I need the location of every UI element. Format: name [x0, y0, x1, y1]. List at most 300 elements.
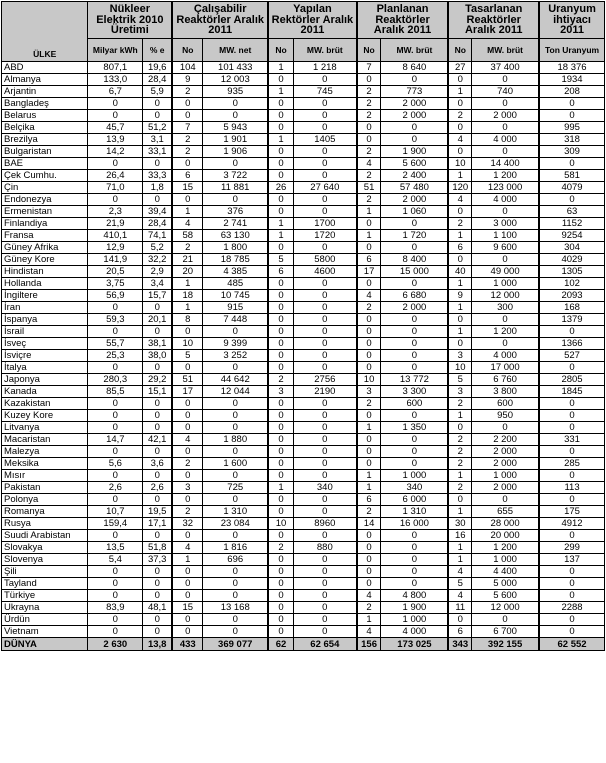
production-percent-cell: 5,2 — [143, 242, 173, 254]
uranium-tonnes-cell: 0 — [539, 194, 604, 206]
planned-count-cell: 0 — [357, 338, 381, 350]
table-row — [2, 254, 605, 266]
table-row — [2, 146, 605, 158]
country-name: Kuzey Kore — [2, 410, 88, 422]
total-construction-count: 62 — [268, 638, 293, 651]
production-percent-cell: 0 — [143, 302, 173, 314]
operable-count-cell: 0 — [172, 110, 203, 122]
operable-mw-cell: 9 399 — [203, 338, 268, 350]
planned-count-cell: 3 — [357, 386, 381, 398]
table-row — [2, 494, 605, 506]
production-twh-cell: 6,7 — [88, 86, 143, 98]
proposed-count-cell: 0 — [448, 122, 471, 134]
uranium-tonnes-cell: 0 — [539, 158, 604, 170]
operable-mw-cell: 12 003 — [203, 74, 268, 86]
construction-count-cell: 0 — [268, 242, 293, 254]
production-percent-cell: 51,2 — [143, 122, 173, 134]
country-column-header: ÜLKE — [2, 2, 88, 62]
planned-mw-cell: 340 — [381, 482, 448, 494]
uranium-tonnes-cell: 0 — [539, 590, 604, 602]
proposed-mw-cell: 0 — [472, 206, 539, 218]
construction-count-cell: 0 — [268, 554, 293, 566]
planned-count-cell: 1 — [357, 614, 381, 626]
group-header-proposed: Tasarlanan Reaktörler Aralık 2011 — [448, 2, 539, 39]
table-row — [2, 470, 605, 482]
proposed-mw-cell: 9 600 — [472, 242, 539, 254]
operable-mw-cell: 0 — [203, 398, 268, 410]
production-percent-cell: 15,7 — [143, 290, 173, 302]
planned-mw-cell: 0 — [381, 362, 448, 374]
production-percent-cell: 0 — [143, 494, 173, 506]
planned-count-cell: 2 — [357, 302, 381, 314]
construction-mw-cell: 0 — [293, 530, 356, 542]
proposed-count-cell: 1 — [448, 410, 471, 422]
proposed-count-cell: 2 — [448, 482, 471, 494]
construction-mw-cell: 1700 — [293, 218, 356, 230]
construction-mw-cell: 745 — [293, 86, 356, 98]
production-twh-cell: 0 — [88, 446, 143, 458]
construction-count-cell: 0 — [268, 158, 293, 170]
planned-count-cell: 2 — [357, 98, 381, 110]
construction-mw-cell: 0 — [293, 362, 356, 374]
operable-count-cell: 15 — [172, 182, 203, 194]
unit-header: No — [172, 39, 203, 62]
uranium-tonnes-cell: 113 — [539, 482, 604, 494]
proposed-count-cell: 5 — [448, 578, 471, 590]
construction-mw-cell: 0 — [293, 110, 356, 122]
production-percent-cell: 0 — [143, 362, 173, 374]
construction-mw-cell: 0 — [293, 74, 356, 86]
construction-mw-cell: 0 — [293, 206, 356, 218]
uranium-tonnes-cell: 175 — [539, 506, 604, 518]
production-twh-cell: 280,3 — [88, 374, 143, 386]
table-row — [2, 206, 605, 218]
operable-mw-cell: 10 745 — [203, 290, 268, 302]
planned-mw-cell: 2 000 — [381, 98, 448, 110]
planned-count-cell: 4 — [357, 290, 381, 302]
table-row — [2, 530, 605, 542]
country-name: Bangladeş — [2, 98, 88, 110]
operable-count-cell: 0 — [172, 614, 203, 626]
uranium-tonnes-cell: 0 — [539, 110, 604, 122]
planned-mw-cell: 2 000 — [381, 194, 448, 206]
table-row — [2, 374, 605, 386]
operable-count-cell: 4 — [172, 218, 203, 230]
production-twh-cell: 13,9 — [88, 134, 143, 146]
construction-mw-cell: 0 — [293, 398, 356, 410]
operable-mw-cell: 485 — [203, 278, 268, 290]
planned-count-cell: 2 — [357, 86, 381, 98]
operable-count-cell: 0 — [172, 578, 203, 590]
construction-mw-cell: 1405 — [293, 134, 356, 146]
proposed-mw-cell: 4 000 — [472, 350, 539, 362]
production-twh-cell: 0 — [88, 302, 143, 314]
planned-count-cell: 0 — [357, 554, 381, 566]
uranium-tonnes-cell: 285 — [539, 458, 604, 470]
unit-header: No — [448, 39, 471, 62]
operable-mw-cell: 0 — [203, 446, 268, 458]
total-operable-mw: 369 077 — [203, 638, 268, 651]
table-row — [2, 614, 605, 626]
uranium-tonnes-cell: 1934 — [539, 74, 604, 86]
operable-count-cell: 2 — [172, 134, 203, 146]
production-twh-cell: 12,9 — [88, 242, 143, 254]
country-name: Slovenya — [2, 554, 88, 566]
planned-count-cell: 7 — [357, 62, 381, 74]
proposed-mw-cell: 0 — [472, 314, 539, 326]
construction-mw-cell: 1720 — [293, 230, 356, 242]
production-percent-cell: 15,1 — [143, 386, 173, 398]
table-row — [2, 86, 605, 98]
operable-count-cell: 0 — [172, 422, 203, 434]
proposed-count-cell: 10 — [448, 362, 471, 374]
planned-count-cell: 4 — [357, 158, 381, 170]
country-name: Almanya — [2, 74, 88, 86]
production-percent-cell: 39,4 — [143, 206, 173, 218]
planned-mw-cell: 1 350 — [381, 422, 448, 434]
production-twh-cell: 807,1 — [88, 62, 143, 74]
planned-mw-cell: 15 000 — [381, 266, 448, 278]
proposed-count-cell: 0 — [448, 338, 471, 350]
construction-mw-cell: 0 — [293, 590, 356, 602]
construction-mw-cell: 0 — [293, 446, 356, 458]
operable-count-cell: 1 — [172, 278, 203, 290]
country-name: İngiltere — [2, 290, 88, 302]
construction-mw-cell: 27 640 — [293, 182, 356, 194]
construction-count-cell: 2 — [268, 542, 293, 554]
operable-mw-cell: 13 168 — [203, 602, 268, 614]
operable-count-cell: 104 — [172, 62, 203, 74]
proposed-mw-cell: 4 000 — [472, 134, 539, 146]
unit-header: Ton Uranyum — [539, 39, 604, 62]
planned-mw-cell: 6 680 — [381, 290, 448, 302]
table-row — [2, 398, 605, 410]
planned-mw-cell: 0 — [381, 278, 448, 290]
table-row — [2, 158, 605, 170]
operable-mw-cell: 0 — [203, 566, 268, 578]
construction-count-cell: 0 — [268, 278, 293, 290]
planned-mw-cell: 2 000 — [381, 110, 448, 122]
table-row — [2, 386, 605, 398]
operable-count-cell: 2 — [172, 86, 203, 98]
proposed-mw-cell: 0 — [472, 422, 539, 434]
total-proposed-count: 343 — [448, 638, 471, 651]
table-row — [2, 518, 605, 530]
construction-count-cell: 0 — [268, 362, 293, 374]
production-twh-cell: 0 — [88, 494, 143, 506]
proposed-mw-cell: 49 000 — [472, 266, 539, 278]
production-percent-cell: 38,0 — [143, 350, 173, 362]
proposed-count-cell: 4 — [448, 134, 471, 146]
proposed-mw-cell: 17 000 — [472, 362, 539, 374]
operable-mw-cell: 11 881 — [203, 182, 268, 194]
country-name: Şili — [2, 566, 88, 578]
production-twh-cell: 0 — [88, 422, 143, 434]
group-header-uranium: Uranyum ihtiyacı 2011 — [539, 2, 604, 39]
construction-count-cell: 0 — [268, 566, 293, 578]
proposed-count-cell: 11 — [448, 602, 471, 614]
production-twh-cell: 0 — [88, 110, 143, 122]
uranium-tonnes-cell: 304 — [539, 242, 604, 254]
construction-count-cell: 0 — [268, 410, 293, 422]
operable-mw-cell: 0 — [203, 494, 268, 506]
production-percent-cell: 0 — [143, 626, 173, 638]
operable-count-cell: 0 — [172, 566, 203, 578]
total-planned-mw: 173 025 — [381, 638, 448, 651]
operable-mw-cell: 3 252 — [203, 350, 268, 362]
production-twh-cell: 0 — [88, 98, 143, 110]
operable-count-cell: 32 — [172, 518, 203, 530]
unit-header: No — [357, 39, 381, 62]
planned-count-cell: 0 — [357, 326, 381, 338]
operable-count-cell: 3 — [172, 482, 203, 494]
proposed-count-cell: 40 — [448, 266, 471, 278]
operable-mw-cell: 1 600 — [203, 458, 268, 470]
uranium-tonnes-cell: 2805 — [539, 374, 604, 386]
operable-mw-cell: 2 741 — [203, 218, 268, 230]
proposed-count-cell: 10 — [448, 158, 471, 170]
operable-count-cell: 0 — [172, 194, 203, 206]
proposed-mw-cell: 5 600 — [472, 590, 539, 602]
construction-mw-cell: 2190 — [293, 386, 356, 398]
country-name: Pakistan — [2, 482, 88, 494]
proposed-mw-cell: 0 — [472, 254, 539, 266]
operable-mw-cell: 0 — [203, 530, 268, 542]
production-twh-cell: 2,6 — [88, 482, 143, 494]
uranium-tonnes-cell: 4029 — [539, 254, 604, 266]
proposed-count-cell: 1 — [448, 86, 471, 98]
proposed-mw-cell: 2 000 — [472, 110, 539, 122]
construction-count-cell: 1 — [268, 134, 293, 146]
production-percent-cell: 0 — [143, 326, 173, 338]
total-planned-count: 156 — [357, 638, 381, 651]
country-name: İtalya — [2, 362, 88, 374]
planned-mw-cell: 16 000 — [381, 518, 448, 530]
operable-count-cell: 10 — [172, 338, 203, 350]
operable-count-cell: 1 — [172, 206, 203, 218]
production-percent-cell: 5,9 — [143, 86, 173, 98]
production-percent-cell: 0 — [143, 590, 173, 602]
proposed-mw-cell: 1 000 — [472, 278, 539, 290]
uranium-tonnes-cell: 0 — [539, 446, 604, 458]
planned-count-cell: 2 — [357, 506, 381, 518]
production-percent-cell: 0 — [143, 110, 173, 122]
total-label: DÜNYA — [2, 638, 88, 651]
operable-count-cell: 51 — [172, 374, 203, 386]
proposed-count-cell: 120 — [448, 182, 471, 194]
construction-count-cell: 6 — [268, 266, 293, 278]
proposed-count-cell: 27 — [448, 62, 471, 74]
production-percent-cell: 42,1 — [143, 434, 173, 446]
operable-mw-cell: 1 880 — [203, 434, 268, 446]
construction-count-cell: 0 — [268, 614, 293, 626]
planned-count-cell: 2 — [357, 146, 381, 158]
table-row — [2, 506, 605, 518]
planned-mw-cell: 13 772 — [381, 374, 448, 386]
planned-mw-cell: 0 — [381, 218, 448, 230]
proposed-mw-cell: 740 — [472, 86, 539, 98]
construction-mw-cell: 0 — [293, 626, 356, 638]
country-name: Fransa — [2, 230, 88, 242]
construction-count-cell: 0 — [268, 446, 293, 458]
proposed-mw-cell: 0 — [472, 338, 539, 350]
proposed-mw-cell: 2 000 — [472, 446, 539, 458]
planned-count-cell: 0 — [357, 278, 381, 290]
country-name: ABD — [2, 62, 88, 74]
planned-count-cell: 0 — [357, 122, 381, 134]
table-row — [2, 62, 605, 74]
planned-mw-cell: 1 900 — [381, 146, 448, 158]
operable-mw-cell: 0 — [203, 614, 268, 626]
construction-count-cell: 0 — [268, 434, 293, 446]
country-name: Hindistan — [2, 266, 88, 278]
construction-count-cell: 0 — [268, 98, 293, 110]
proposed-count-cell: 16 — [448, 530, 471, 542]
planned-mw-cell: 0 — [381, 74, 448, 86]
operable-count-cell: 15 — [172, 602, 203, 614]
operable-mw-cell: 1 310 — [203, 506, 268, 518]
construction-mw-cell: 0 — [293, 98, 356, 110]
uranium-tonnes-cell: 0 — [539, 410, 604, 422]
production-percent-cell: 29,2 — [143, 374, 173, 386]
planned-mw-cell: 0 — [381, 122, 448, 134]
proposed-count-cell: 6 — [448, 626, 471, 638]
uranium-tonnes-cell: 0 — [539, 470, 604, 482]
planned-count-cell: 0 — [357, 410, 381, 422]
planned-mw-cell: 0 — [381, 446, 448, 458]
country-name: Arjantin — [2, 86, 88, 98]
construction-mw-cell: 0 — [293, 278, 356, 290]
construction-mw-cell: 0 — [293, 146, 356, 158]
planned-mw-cell: 0 — [381, 326, 448, 338]
production-percent-cell: 28,4 — [143, 218, 173, 230]
table-row — [2, 98, 605, 110]
unit-header: MW. brüt — [472, 39, 539, 62]
production-percent-cell: 0 — [143, 446, 173, 458]
planned-count-cell: 2 — [357, 398, 381, 410]
operable-mw-cell: 0 — [203, 98, 268, 110]
country-name: İsrail — [2, 326, 88, 338]
production-twh-cell: 5,4 — [88, 554, 143, 566]
production-percent-cell: 2,9 — [143, 266, 173, 278]
production-percent-cell: 0 — [143, 410, 173, 422]
planned-count-cell: 6 — [357, 494, 381, 506]
total-proposed-mw: 392 155 — [472, 638, 539, 651]
planned-count-cell: 0 — [357, 242, 381, 254]
table-row — [2, 230, 605, 242]
production-twh-cell: 410,1 — [88, 230, 143, 242]
planned-count-cell: 51 — [357, 182, 381, 194]
operable-count-cell: 0 — [172, 410, 203, 422]
proposed-mw-cell: 37 400 — [472, 62, 539, 74]
planned-mw-cell: 0 — [381, 530, 448, 542]
production-percent-cell: 51,8 — [143, 542, 173, 554]
production-twh-cell: 0 — [88, 470, 143, 482]
country-name: Türkiye — [2, 590, 88, 602]
production-twh-cell: 0 — [88, 194, 143, 206]
production-twh-cell: 83,9 — [88, 602, 143, 614]
table-row — [2, 194, 605, 206]
production-percent-cell: 0 — [143, 158, 173, 170]
proposed-count-cell: 1 — [448, 326, 471, 338]
planned-mw-cell: 5 600 — [381, 158, 448, 170]
uranium-tonnes-cell: 63 — [539, 206, 604, 218]
proposed-mw-cell: 4 000 — [472, 194, 539, 206]
planned-count-cell: 14 — [357, 518, 381, 530]
proposed-count-cell: 0 — [448, 614, 471, 626]
construction-mw-cell: 0 — [293, 170, 356, 182]
construction-mw-cell: 0 — [293, 434, 356, 446]
production-percent-cell: 48,1 — [143, 602, 173, 614]
proposed-count-cell: 0 — [448, 98, 471, 110]
production-twh-cell: 2,3 — [88, 206, 143, 218]
proposed-count-cell: 0 — [448, 314, 471, 326]
planned-mw-cell: 0 — [381, 566, 448, 578]
construction-mw-cell: 0 — [293, 350, 356, 362]
production-twh-cell: 25,3 — [88, 350, 143, 362]
operable-mw-cell: 0 — [203, 470, 268, 482]
proposed-mw-cell: 3 000 — [472, 218, 539, 230]
operable-count-cell: 0 — [172, 590, 203, 602]
production-percent-cell: 3,1 — [143, 134, 173, 146]
planned-count-cell: 0 — [357, 530, 381, 542]
proposed-mw-cell: 600 — [472, 398, 539, 410]
production-twh-cell: 13,5 — [88, 542, 143, 554]
planned-mw-cell: 4 800 — [381, 590, 448, 602]
proposed-count-cell: 1 — [448, 230, 471, 242]
uranium-tonnes-cell: 581 — [539, 170, 604, 182]
construction-mw-cell: 4600 — [293, 266, 356, 278]
production-twh-cell: 21,9 — [88, 218, 143, 230]
production-twh-cell: 0 — [88, 566, 143, 578]
production-percent-cell: 28,4 — [143, 74, 173, 86]
proposed-count-cell: 1 — [448, 542, 471, 554]
production-percent-cell: 0 — [143, 470, 173, 482]
total-production-percent: 13,8 — [143, 638, 173, 651]
proposed-count-cell: 2 — [448, 110, 471, 122]
planned-mw-cell: 0 — [381, 554, 448, 566]
operable-mw-cell: 44 642 — [203, 374, 268, 386]
table-row — [2, 482, 605, 494]
unit-header: MW. net — [203, 39, 268, 62]
proposed-mw-cell: 1 200 — [472, 170, 539, 182]
operable-mw-cell: 725 — [203, 482, 268, 494]
production-percent-cell: 38,1 — [143, 338, 173, 350]
proposed-count-cell: 4 — [448, 194, 471, 206]
proposed-count-cell: 4 — [448, 590, 471, 602]
table-row — [2, 110, 605, 122]
planned-mw-cell: 3 300 — [381, 386, 448, 398]
operable-mw-cell: 3 722 — [203, 170, 268, 182]
uranium-tonnes-cell: 2093 — [539, 290, 604, 302]
production-twh-cell: 26,4 — [88, 170, 143, 182]
uranium-tonnes-cell: 331 — [539, 434, 604, 446]
proposed-mw-cell: 950 — [472, 410, 539, 422]
construction-count-cell: 10 — [268, 518, 293, 530]
operable-count-cell: 0 — [172, 626, 203, 638]
proposed-mw-cell: 1 200 — [472, 542, 539, 554]
planned-count-cell: 0 — [357, 362, 381, 374]
country-name: Hollanda — [2, 278, 88, 290]
unit-header-row — [2, 39, 605, 62]
production-twh-cell: 0 — [88, 614, 143, 626]
proposed-mw-cell: 20 000 — [472, 530, 539, 542]
production-percent-cell: 20,1 — [143, 314, 173, 326]
operable-count-cell: 2 — [172, 458, 203, 470]
unit-header: MW. brüt — [381, 39, 448, 62]
country-name: BAE — [2, 158, 88, 170]
operable-mw-cell: 4 385 — [203, 266, 268, 278]
